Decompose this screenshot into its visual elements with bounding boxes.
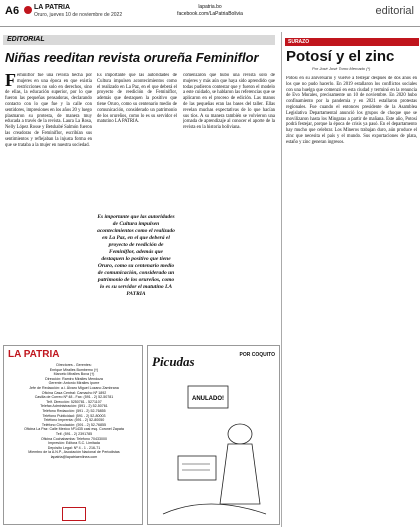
staff-box — [3, 345, 143, 525]
editorial-column-1 — [5, 73, 92, 341]
staff-line: Marcelo Miralles Bova (†) — [53, 372, 95, 377]
staff-line: Gerente: Antonio Miralles Iporre — [48, 381, 100, 386]
staff-line: Directores - Gerentes: — [56, 363, 92, 367]
column-divider — [281, 32, 282, 527]
editorial-column-3 — [183, 73, 275, 341]
staff-line: Teléfono Redacción: (591 - 2) 52-76855 — [42, 408, 106, 413]
article-byline: Por José José Tomo Mercado (*) — [312, 66, 371, 71]
cartoon-author: POR COQUITO — [239, 352, 275, 358]
staff-line: Oficina Cochabamba: Telefono 70433000 — [40, 436, 108, 441]
newspaper-logo-icon — [24, 6, 32, 14]
staff-line: Telf. Dirección: 5250781 - 5271107 — [46, 399, 102, 404]
staff-line: Impresión: Editora S.C. Limitada — [48, 441, 100, 446]
editorial-column-3-text: comenzaron que hubo una revista solo de mujeres y más aún que haya sido aprendido que todas pudieron contestar que y fueron el modelo a este cuidado, se hablaron las referencias que se aplicaron en el proceso de edición. Las manos de las pequeñas eran las bases del taller. Ellas revelan muchas expectativas de lo que hacían sus tíos. A su manera también se volvieron una jornada de aprendizaje al conocer el aporte de la revista en la historia boliviana. — [183, 73, 275, 131]
article-kicker: SURAZO — [285, 38, 419, 46]
website-info[interactable]: lapatria.bo facebook.com/LaPatriaBolivia — [177, 4, 243, 17]
staff-line: Dirección: Ramiro Miralles Mendoza — [45, 376, 103, 381]
document-icon — [178, 456, 216, 480]
cartoon-title: Picudas — [152, 354, 195, 369]
publisher-logo-icon — [62, 507, 86, 521]
newspaper-name: LA PATRIA — [34, 4, 71, 11]
staff-line: Oficina Casa Central: Camacho Nº 1892 — [41, 390, 107, 395]
staff-line: Oficina La Paz: Calle Mexico Nº1435 casi esq. Coronel Zapata — [24, 427, 124, 432]
editorial-column-2 — [97, 73, 177, 211]
editorial-column-1-text: eminiflor fue una revista hecha por mujeres en una época en que existía restricciones no solo en derechos, sino de ellas, la educación superior, por lo que fueron las pequeñas pensadoras, declarando contacto con lo que fue y la calle con sentidores, impresiones en los años 20 y luego plasmaron su protesta, de manera muy educada a través de la revista. Laura La Rosa, Nelly López Rosse y Betshabé Salmón fueron las creadoras de Feminiflor, escribían sus sentimientos y reflejaban la injusta forma en que se trataba a la mujer en nuestra sociedad. — [5, 73, 92, 148]
staff-line: Miembro de la A.N.P., Asociación Nacional de Periodistas — [28, 450, 120, 455]
page-header — [0, 0, 420, 27]
staff-line: Teléfono Publicidad: (591 - 2) 52-80003 — [42, 413, 106, 418]
staff-line: Telf. (591 - 2) 2391785 — [55, 431, 93, 436]
pull-quote: Es importante que las autoridades de Cultura impulsen acontecimientos como el realizado en La Paz, en el que deberá el proyecto de reedición de Feminiflor, además que destaquen lo positivo que tiene Oruro, como su centenario medio de comunicación, considerado un patrimonio de los orureños, como lo es su servidor el matutino LA PATRIA — [97, 214, 175, 297]
editorial-kicker: EDITORIAL — [3, 35, 275, 45]
staff-line: Casilla de Correo Nº 48 - Fax: (591 - 2) 52-50781 — [34, 395, 114, 400]
drop-cap: F — [5, 73, 16, 90]
issue-date: Oruro, jueves 10 de noviembre de 2022 — [34, 12, 123, 18]
staff-line: Jefe de Redacción: a.i. Álvaro Miguel Lozano Zambrana — [29, 385, 119, 390]
staff-line: Depósito Legal: Nº 4 - 1 - 216-71 — [47, 445, 101, 450]
character-body-icon — [220, 444, 260, 504]
editorial-title: Niñas reeditan revista orureña Feminiflor — [5, 50, 259, 65]
section-name: editorial — [375, 5, 414, 17]
cartoon-box — [147, 345, 280, 525]
article-body — [286, 76, 417, 524]
staff-title: LA PATRIA — [8, 349, 60, 360]
page-number: A6 — [5, 5, 20, 17]
character-head-icon — [228, 424, 252, 444]
staff-line: Telefax Administración: (591 - 2) 52-50761 — [40, 404, 108, 409]
editorial-column-2-text: Es importante que las autoridades de Cultura impulsen acontecimientos como el realizado en La Paz, en el que deberá el proyecto de reedición de Feminiflor, además que destaquen la positivo que tiene Oruro, como su centenario medio de comunicación, considerado un patrimonio de los orureños, como lo es su servidor el matutino LA PATRIA. — [97, 73, 177, 125]
staff-line: Enrique Miralles Bombemo (†) — [49, 367, 99, 372]
staff-line: Teléfono Imprenta: (591 - 2) 52-80050 — [43, 418, 105, 423]
staff-line: Teléfono Circulación: (591 - 2) 52-76855 — [41, 422, 107, 427]
cartoon-drawing — [148, 374, 279, 524]
cartoon-sign: ANULADO! — [192, 396, 224, 402]
staff-list — [8, 363, 140, 459]
staff-line: lapatria@lapatriaenlinea.com — [50, 454, 98, 459]
article-body-text: Potosí en su aniversario y vuelve a festejar después de dos años en los que no pudo hacerlo. En 2019 estallaron los conflictos sociales con una huelga que comenzó en esta ciudad y terminó en la renuncia de Evo Morales, precisamente un 10 de noviembre. En 2020 hubo confinamiento por la pandemia y en 2021 estallaron protestas regionales. Fue cuando el entonces presidente de la Asamblea Legislativa Departamental anunció los grupos de choque que se movilizaron hasta los Mingaras a partir de mañana. Este año, Potosí podrá festejar, porque la época de crisis ya pasó. En el departamento hay mucho que celebrar. Los Mineros trabajan duro, aún produce el zinc que necesita el país y el mundo. Sus exportaciones de plata, estaño y zinc generan ingresos. — [286, 76, 417, 145]
article-title: Potosí y el zinc — [286, 48, 395, 65]
